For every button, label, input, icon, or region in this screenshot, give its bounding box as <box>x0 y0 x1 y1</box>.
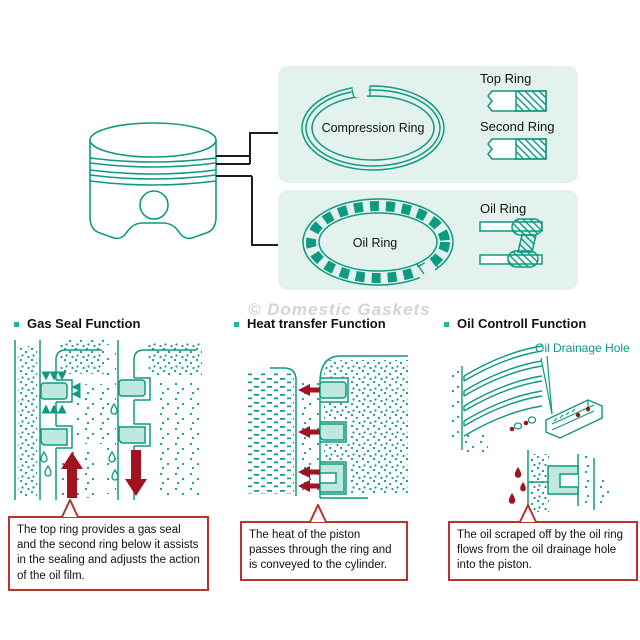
oil-ring-drawing <box>278 190 578 290</box>
heat-transfer-title: Heat transfer Function <box>247 316 386 331</box>
gas-seal-upstroke <box>15 340 104 500</box>
piston-illustration <box>70 113 230 248</box>
heat-transfer-note: The heat of the piston passes through the ring and is conveyed to the cylinder. <box>240 521 408 581</box>
cylinder-heat-zone <box>248 372 294 494</box>
oil-drop-icon <box>509 467 526 504</box>
oil-ring-section-label: Oil Ring <box>480 201 527 216</box>
top-ring-label: Top Ring <box>480 71 532 86</box>
second-ring-label: Second Ring <box>480 119 555 134</box>
gas-seal-downstroke <box>106 340 202 500</box>
compression-ring-panel <box>278 66 578 183</box>
bullet-icon <box>234 322 239 327</box>
top-ring-section <box>488 91 546 111</box>
oil-drainage-hole <box>529 417 536 423</box>
oil-drainage-hole <box>515 423 522 429</box>
bullet-icon <box>444 322 449 327</box>
oil-ring-panel <box>278 190 578 290</box>
callout-pointer-icon <box>60 499 80 518</box>
oil-ring-cross-section <box>480 219 542 267</box>
oil-ring-label: Oil Ring <box>352 236 398 250</box>
gas-seal-diagram <box>8 336 208 508</box>
bullet-icon <box>14 322 19 327</box>
piston-outline <box>90 123 216 238</box>
compression-ring-label: Compression Ring <box>321 121 425 135</box>
oil-control-diagram <box>448 334 640 518</box>
second-ring-section <box>488 139 546 159</box>
oil-channel-piece <box>546 400 602 438</box>
callout-pointer-icon <box>518 504 538 523</box>
oil-control-note: The oil scraped off by the oil ring flows from the oil drainage hole into the piston. <box>448 521 638 581</box>
oil-drainage-hole-label: Oil Drainage Hole <box>535 341 630 355</box>
heat-transfer-diagram <box>240 336 412 514</box>
down-arrow-icon <box>125 450 147 496</box>
ring-groove-perspective <box>452 346 542 452</box>
oil-control-title: Oil Controll Function <box>457 316 587 331</box>
callout-pointer-icon <box>308 504 328 523</box>
gas-seal-note: The top ring provides a gas seal and the second ring below it assists in the sealing and adjusts the action of the oil film. <box>8 516 209 591</box>
drainage-leader-line <box>541 356 552 414</box>
watermark: © Domestic Gaskets <box>248 300 431 319</box>
connector-paths <box>216 133 278 245</box>
gas-seal-title: Gas Seal Function <box>27 316 141 331</box>
